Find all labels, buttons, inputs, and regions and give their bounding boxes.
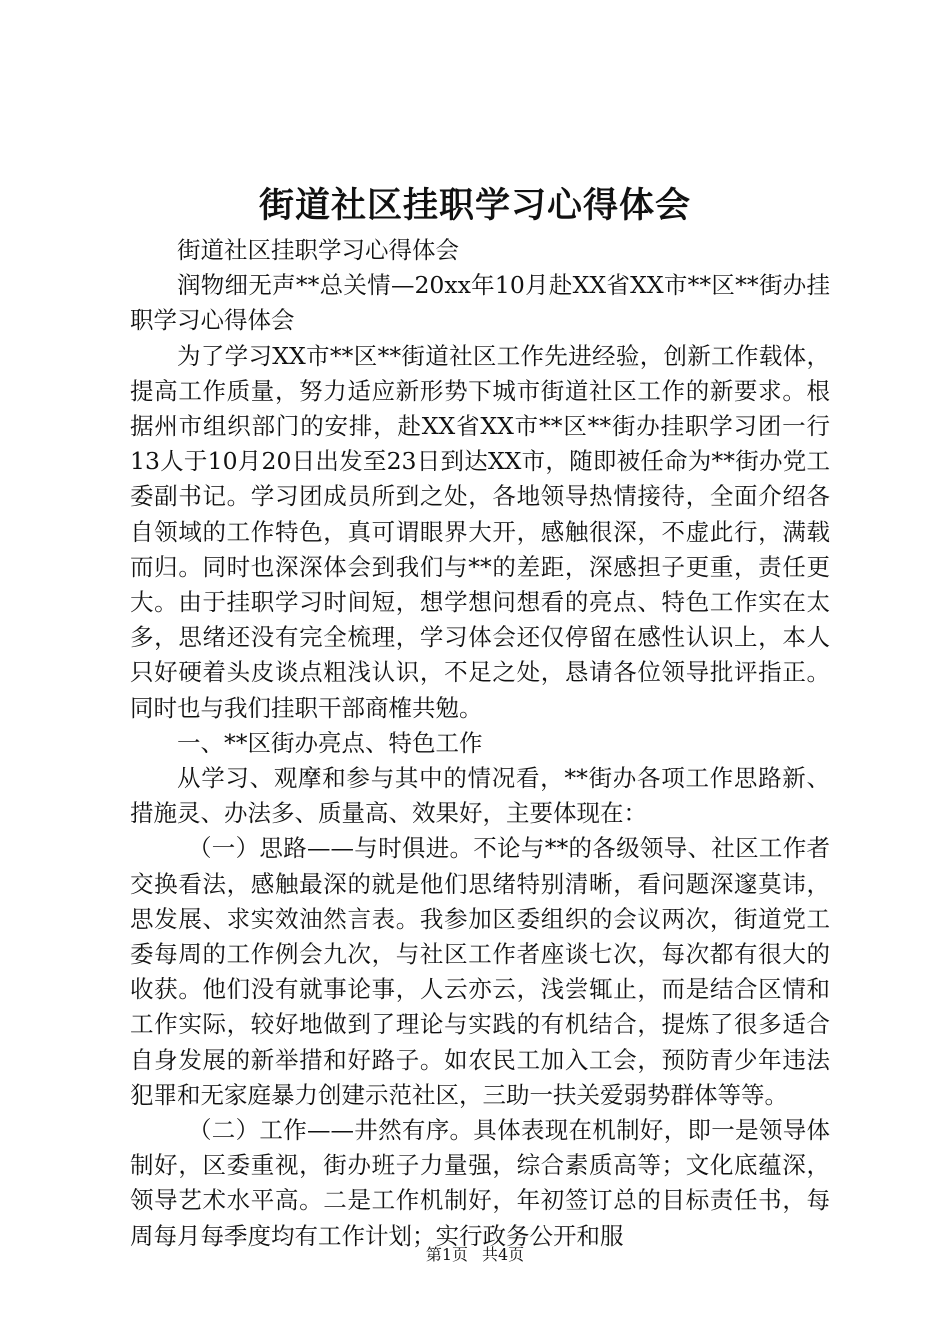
overview-paragraph: 从学习、观摩和参与其中的情况看，**街办各项工作思路新、措施灵、办法多、质量高、效果好，主要体现在： <box>130 764 830 828</box>
document-title: 街道社区挂职学习心得体会 <box>258 185 691 226</box>
page-number: 第1页 <box>425 1245 468 1264</box>
point-one-paragraph: （一）思路——与时俱进。不论与**的各级领导、社区工作者交换看法，感触最深的就是他们思绪特别清晰，看问题深邃莫讳，思发展、求实效油然言表。我参加区委组织的会议两次，街道党工委每周的工作例会九次，与社区工作者座谈七次，每次都有很大的收获。他们没有就事论事，人云亦云，浅尝辄止，而是结合区情和工作实际，较好地做到了理论与实践的有机结合，提炼了很多适合自身发展的新举措和好路子。如农民工加入工会，预防青少年违法犯罪和无家庭暴力创建示范社区，三助一扶关爱弱势群体等等。 <box>130 834 830 1109</box>
intro-paragraph: 为了学习XX市**区**街道社区工作先进经验，创新工作载体，提高工作质量，努力适应新形势下城市街道社区工作的新要求。根据州市组织部门的安排，赴XX省XX市**区**街办挂职学习团一行13人于10月20日出发至23日到达XX市，随即被任命为**街办党工委副书记。学习团成员所到之处，各地领导热情接待，全面介绍各自领域的工作特色，真可谓眼界大开，感触很深，不虚此行，满载而归。同时也深深体会到我们与**的差距，深感担子更重，责任更大。由于挂职学习时间短，想学想问想看的亮点、特色工作实在太多，思绪还没有完全梳理，学习体会还仅停留在感性认识上，本人只好硬着头皮谈点粗浅认识，不足之处，恳请各位领导批评指正。同时也与我们挂职干部商榷共勉。 <box>130 341 830 722</box>
section-heading: 一、**区街办亮点、特色工作 <box>177 728 483 757</box>
page-footer <box>0 1243 950 1267</box>
subtitle-paragraph: 街道社区挂职学习心得体会 <box>177 236 459 264</box>
document-body <box>130 233 830 1254</box>
heading-paragraph: 润物细无声**总关情—20xx年10月赴XX省XX市**区**街办挂职学习心得体会 <box>130 271 830 335</box>
page-total: 共4页 <box>482 1245 525 1264</box>
point-two-paragraph: （二）工作——井然有序。具体表现在机制好，即一是领导体制好，区委重视，街办班子力量强，综合素质高等；文化底蕴深，领导艺术水平高。二是工作机制好，年初签订总的目标责任书，每周每月每季度均有工作计划；实行政务公开和服 <box>130 1116 830 1250</box>
